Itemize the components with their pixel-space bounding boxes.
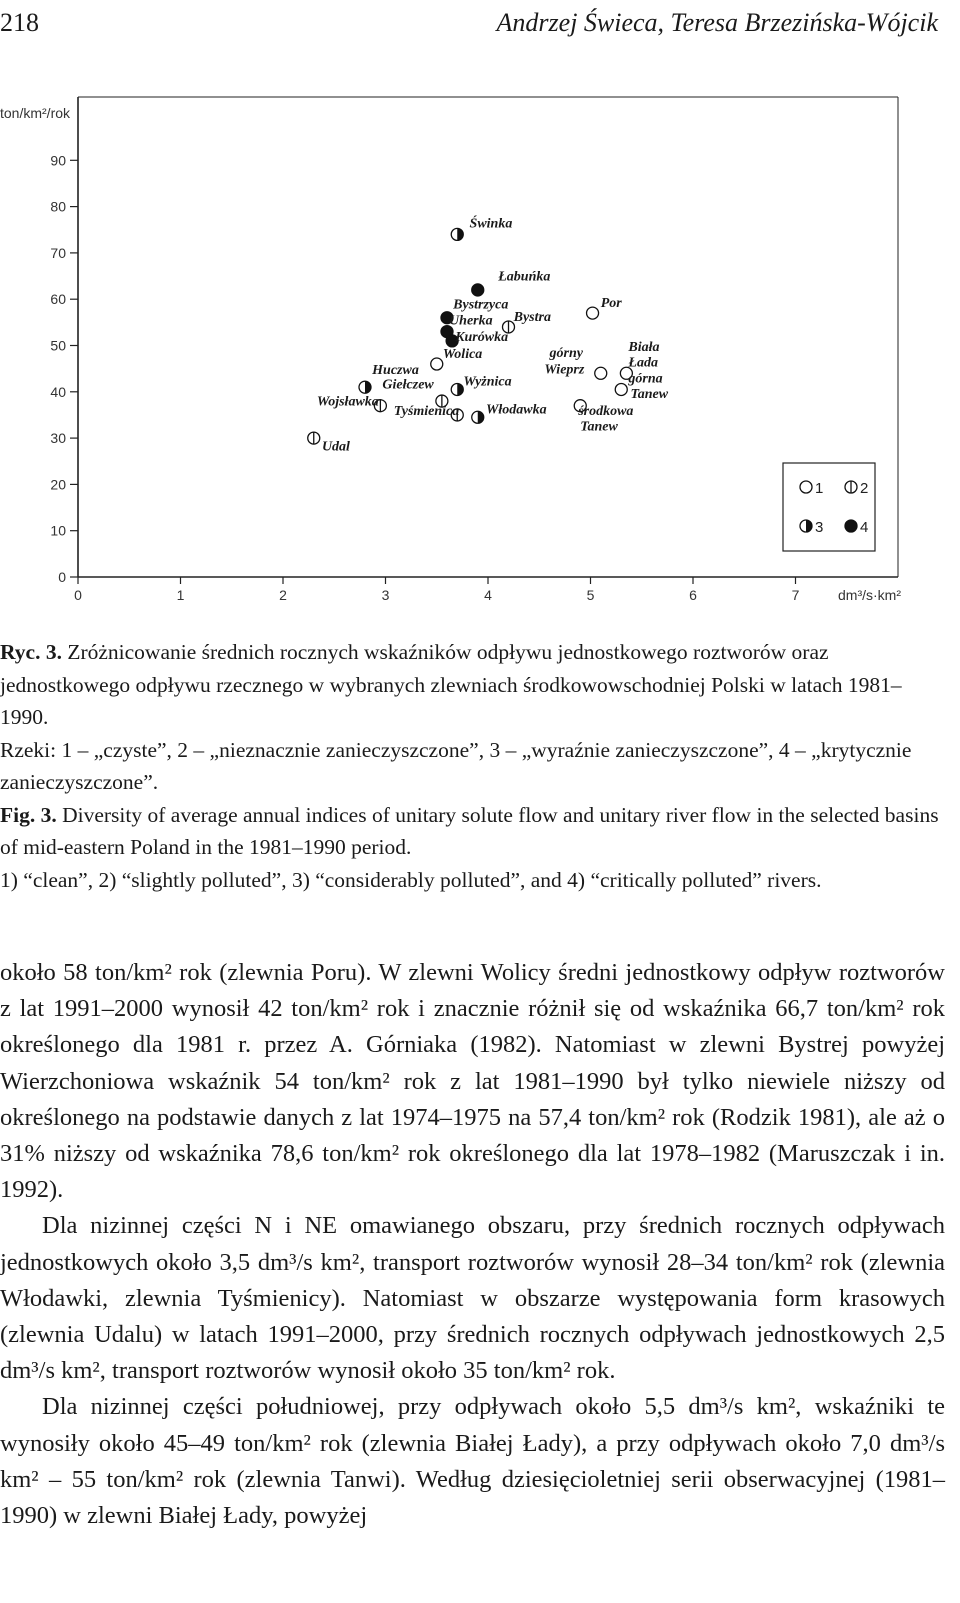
legend-marker [800, 481, 812, 493]
data-point [431, 358, 443, 370]
marker-shape [845, 520, 857, 532]
caption-pl-text: Zróżnicowanie średnich rocznych wskaźników odpływu jednostkowego roztworów oraz jednostkowego odpływu rzecznego w wybranych zlewniach środkowowschodniej Polski w latach 1981–1990. [0, 640, 902, 729]
point-label: Huczwa [372, 363, 419, 379]
caption-pl-legend: Rzeki: 1 – „czyste”, 2 – „nieznacznie zanieczyszczone”, 3 – „wyraźnie zanieczyszczone”, 4 – „krytycznie zanieczyszczone”. [0, 737, 912, 794]
page-header [0, 8, 938, 40]
point-label: Wyżnica [463, 374, 512, 390]
x-tick-label: 7 [791, 587, 800, 603]
y-tick-label: 80 [50, 198, 66, 215]
data-point [472, 284, 484, 296]
marker-shape [615, 383, 627, 395]
y-tick-label: 90 [50, 152, 66, 169]
point-label: Kurówka [455, 329, 509, 345]
data-point [615, 383, 627, 395]
point-label: Bystrzyca [453, 297, 509, 313]
point-label: Łabuńka [498, 269, 551, 285]
data-point [451, 228, 463, 240]
x-tick-label: 6 [689, 587, 697, 603]
y-tick-label: 0 [58, 569, 66, 585]
point-label: Bystra [513, 309, 551, 325]
y-tick-label: 40 [50, 383, 66, 400]
legend-marker [845, 481, 857, 493]
marker-shape [587, 307, 599, 319]
point-label: Wieprz [544, 362, 585, 378]
point-label: Tanew [630, 386, 669, 402]
page-number: 218 [0, 8, 39, 37]
marker-shape [595, 367, 607, 379]
caption-en-text: Diversity of average annual indices of unitary solute flow and unitary river flow in the selected basins of mid-eastern Poland in the 1981–1990 period. [0, 802, 939, 859]
legend-box [783, 463, 875, 551]
chart-labels [317, 214, 669, 454]
legend-marker [800, 520, 812, 532]
point-label: Udal [321, 439, 350, 455]
scatter-chart [0, 95, 960, 615]
x-tick-label: 0 [74, 587, 82, 603]
x-tick-label: 4 [484, 587, 492, 603]
chart-legend [783, 463, 875, 551]
x-tick-label: 5 [586, 587, 595, 603]
data-point [308, 432, 320, 444]
caption-en-label: Fig. 3. [0, 802, 57, 827]
paragraph-1: około 58 ton/km² rok (zlewnia Poru). W zlewni Wolicy średni jednostkowy odpływ roztworów z lat 1991–2000 wynosił 42 ton/km² rok i znacznie różnił się od wskaźnika 66,7 ton/km² rok określonego dla 1981 r. przez A. Górniaka (1982). Natomiast w zlewni Bystrej powyżej Wierzchoniowa wskaźnik 54 ton/km² rok z lat 1981–1990 był tylko niewiele niższy od określonego na podstawie danych z lat 1974–1975 na 57,4 ton/km² rok (Rodzik 1981), ale aż o 31% niższy od wskaźnika 78,6 ton/km² rok określonego dla lat 1978–1982 (Maruszczak i in. 1992). [0, 959, 945, 1204]
marker-shape [431, 358, 443, 370]
x-tick-label: 2 [279, 587, 287, 603]
y-tick-label: 50 [50, 337, 66, 354]
legend-label: 2 [860, 480, 869, 497]
point-label: Wolica [442, 347, 483, 363]
point-label: Tanew [580, 419, 618, 435]
figure-caption [0, 636, 945, 896]
caption-pl-label: Ryc. 3. [0, 640, 62, 664]
data-point [359, 381, 371, 393]
y-axis-label: ton/km²/rok [0, 105, 71, 121]
point-label: Biała [628, 340, 660, 356]
data-point [472, 411, 484, 423]
point-label: Uherka [449, 313, 493, 329]
caption-polish [0, 636, 945, 734]
running-head: Andrzej Świeca, Teresa Brzezińska-Wójcik [496, 8, 938, 37]
x-tick-label: 3 [381, 587, 390, 603]
point-label: górna [628, 371, 663, 387]
point-label: Wojsławka [316, 394, 379, 410]
data-point [587, 307, 599, 319]
y-tick-label: 30 [50, 430, 66, 447]
y-tick-label: 10 [50, 522, 66, 539]
point-label: Tyśmienica [393, 403, 460, 419]
legend-label: 3 [815, 519, 824, 536]
point-label: Świnka [469, 216, 513, 232]
point-label: Włodawka [485, 402, 547, 418]
y-tick-label: 20 [50, 476, 66, 493]
paragraph-3: Dla nizinnej części południowej, przy odpływach około 5,5 dm³/s km², wskaźniki te wynosiły około 45–49 ton/km² rok (zlewnia Białej Łady), a przy odpływach około 7,0 dm³/s km² – 55 ton/km² rok (zlewnia Tanwi). Według dziesięcioletniej serii obserwacyjnej (1981–1990) w zlewni Białej Łady, powyżej [0, 1393, 945, 1530]
legend-label: 1 [815, 480, 824, 497]
body-text [0, 955, 945, 1534]
point-label: Por [600, 296, 622, 312]
y-tick-label: 60 [50, 291, 66, 308]
point-label: Giełczew [382, 377, 434, 393]
y-tick-label: 70 [50, 244, 66, 261]
point-label: górny [549, 346, 583, 362]
data-point [451, 383, 463, 395]
legend-marker [845, 520, 857, 532]
caption-en-legend: 1) “clean”, 2) “slightly polluted”, 3) “considerably polluted”, and 4) “critically polluted” rivers. [0, 867, 822, 892]
marker-shape [472, 284, 484, 296]
marker-shape [800, 481, 812, 493]
caption-english [0, 799, 945, 864]
data-point [595, 367, 607, 379]
paragraph-2: Dla nizinnej części N i NE omawianego obszaru, przy średnich rocznych odpływach jednostkowych około 3,5 dm³/s km², transport roztworów wynosił 28–34 ton/km² rok (zlewnia Włodawki, zlewnia Tyśmienicy). Natomiast w obszarze występowania form krasowych (zlewnia Udalu) w latach 1991–2000, przy średnich rocznych odpływach jednostkowych 2,5 dm³/s km², transport roztworów wynosił około 35 ton/km² rok. [0, 1212, 945, 1385]
x-axis-label: dm³/s·km² [838, 587, 901, 603]
point-label: Łada [628, 355, 658, 371]
x-tick-label: 1 [176, 587, 185, 603]
point-label: środkowa [578, 403, 634, 419]
legend-label: 4 [860, 519, 869, 536]
